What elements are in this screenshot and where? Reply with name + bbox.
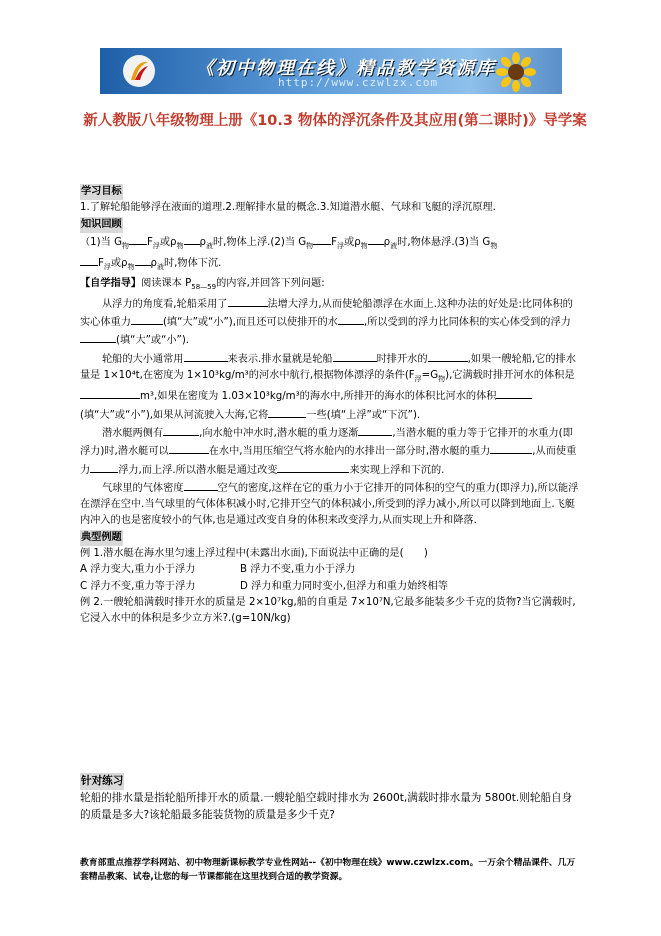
banner-title: 《初中物理在线》精品教学资源库: [196, 58, 496, 79]
selfstudy-para-displacement: 轮船的大小通常用 来表示.排水量就是轮船 时排开水的 ,如果一艘轮船,它的排水量是 1×10⁴t,在密度为 1×10³kg/m³的河水中航行,根据物体漂浮的条件$(F_浮=G_物)$,它满载时排开河水的体积是m³,如果在密度为 1.03×10³kg/m³的海水中,所排开的海水的体积比河水的体积(填“大”或“小”),如果从河流驶入大海,它将 一些(填“上浮”或“下沉”).: [80, 350, 582, 424]
review-heading: 知识回顾: [80, 217, 123, 233]
example-1-question: 例 1.潜水艇在海水里匀速上浮过程中(未露出水面),下面说法中正确的是( ): [80, 548, 428, 560]
selfstudy-para-balloon: 气球里的气体密度 空气的密度,这样在它的重力小于它排开的同体积的空气的重力(即浮力),所以能浮在漂浮在空中.当气球里的气体体积减小时,它排开空气的体积减小,所受到的浮力减小,所以可以降到地面上.飞艇内冲入的也是密度较小的气体,也是通过改变自身的体积来改变浮力,从而实现上升和降落.: [80, 479, 582, 530]
site-logo-icon: [122, 54, 156, 88]
banner-url[interactable]: http://www.czwlzx.com: [278, 76, 439, 89]
document-title: 新人教版八年级物理上册《10.3 物体的浮沉条件及其应用(第二课时)》导学案: [83, 113, 587, 129]
examples-heading: 典型例题: [80, 530, 123, 546]
selfstudy-para-ship: 从浮力的角度看,轮船采用了 法增大浮力,从而使轮船漂浮在水面上.这种办法的好处是:比同体积的实心体重力 (填“大”或“小”),而且还可以使排开的水 ,所以受到的浮力比同体积的实心体受到的浮力(填“大”或“小”).: [80, 295, 582, 350]
selfstudy-intro: 【自学指导】阅读课本 $P_{58—59}$的内容,并回答下列问题:: [80, 277, 325, 291]
review-line-1: （1)当 $G_物$ $F_浮$或$\rho_物$ $\rho_液$时,物体上浮.(2)当 $G_物$ $F_浮$或$\rho_物$ $\rho_液$时,物体悬浮.(3)当 $G_物$: [80, 233, 582, 254]
practice-text: 轮船的排水量是指轮船所排开水的质量.一艘轮船空载时排水为 2600t,满载时排水量为 5800t.则轮船自身的质量是多大?该轮船最多能装货物的质量是多少千克?: [80, 792, 573, 821]
footer-note: 教育部重点推荐学科网站、初中物理新课标教学专业性网站--《初中物理在线》www.czwlzx.com。一万余个精品课件、几万套精品教案、试卷,让您的每一节课都能在这里找到合适的教学资源。: [80, 858, 576, 882]
objectives-heading: 学习目标: [80, 184, 123, 200]
review-line-2: $F_浮$或$\rho_物$ $\rho_液$时,物体下沉.: [80, 254, 582, 275]
document-body: [80, 184, 582, 628]
header-banner: [100, 48, 562, 94]
selfstudy-para-submarine: 潜水艇两侧有 ,向水舱中冲水时,潜水艇的重力逐渐 ,当潜水艇的重力等于它排开的水重力(即浮力)时,潜水艇可以 在水中,当用压缩空气将水舱内的水排出一部分时,潜水艇的重力 ,从而使重力 浮力,而上浮.所以潜水艇是通过改变 来实现上浮和下沉的.: [80, 424, 582, 479]
example-1-options-ab: A 浮力变大,重力小于浮力 B 浮力不变,重力小于浮力: [80, 564, 356, 576]
practice-heading: 针对练习: [80, 773, 124, 790]
example-2-question: 例 2.一艘轮船满载时排开水的质量是 2×10⁷kg,船的自重是 7×10⁷N,它最多能装多少千克的货物?当它满载时,它浸入水中的体积是多少立方米?.(g=10N/kg): [80, 596, 576, 625]
objectives-text: 1.了解轮船能够浮在液面的道理.2.理解排水量的概念.3.知道潜水艇、气球和飞艇的浮沉原理.: [80, 202, 496, 214]
sunflower-icon: [496, 52, 536, 92]
practice-section: [80, 773, 582, 824]
example-1-options-cd: C 浮力不变,重力等于浮力 D 浮力和重力同时变小,但浮力和重力始终相等: [80, 580, 448, 592]
